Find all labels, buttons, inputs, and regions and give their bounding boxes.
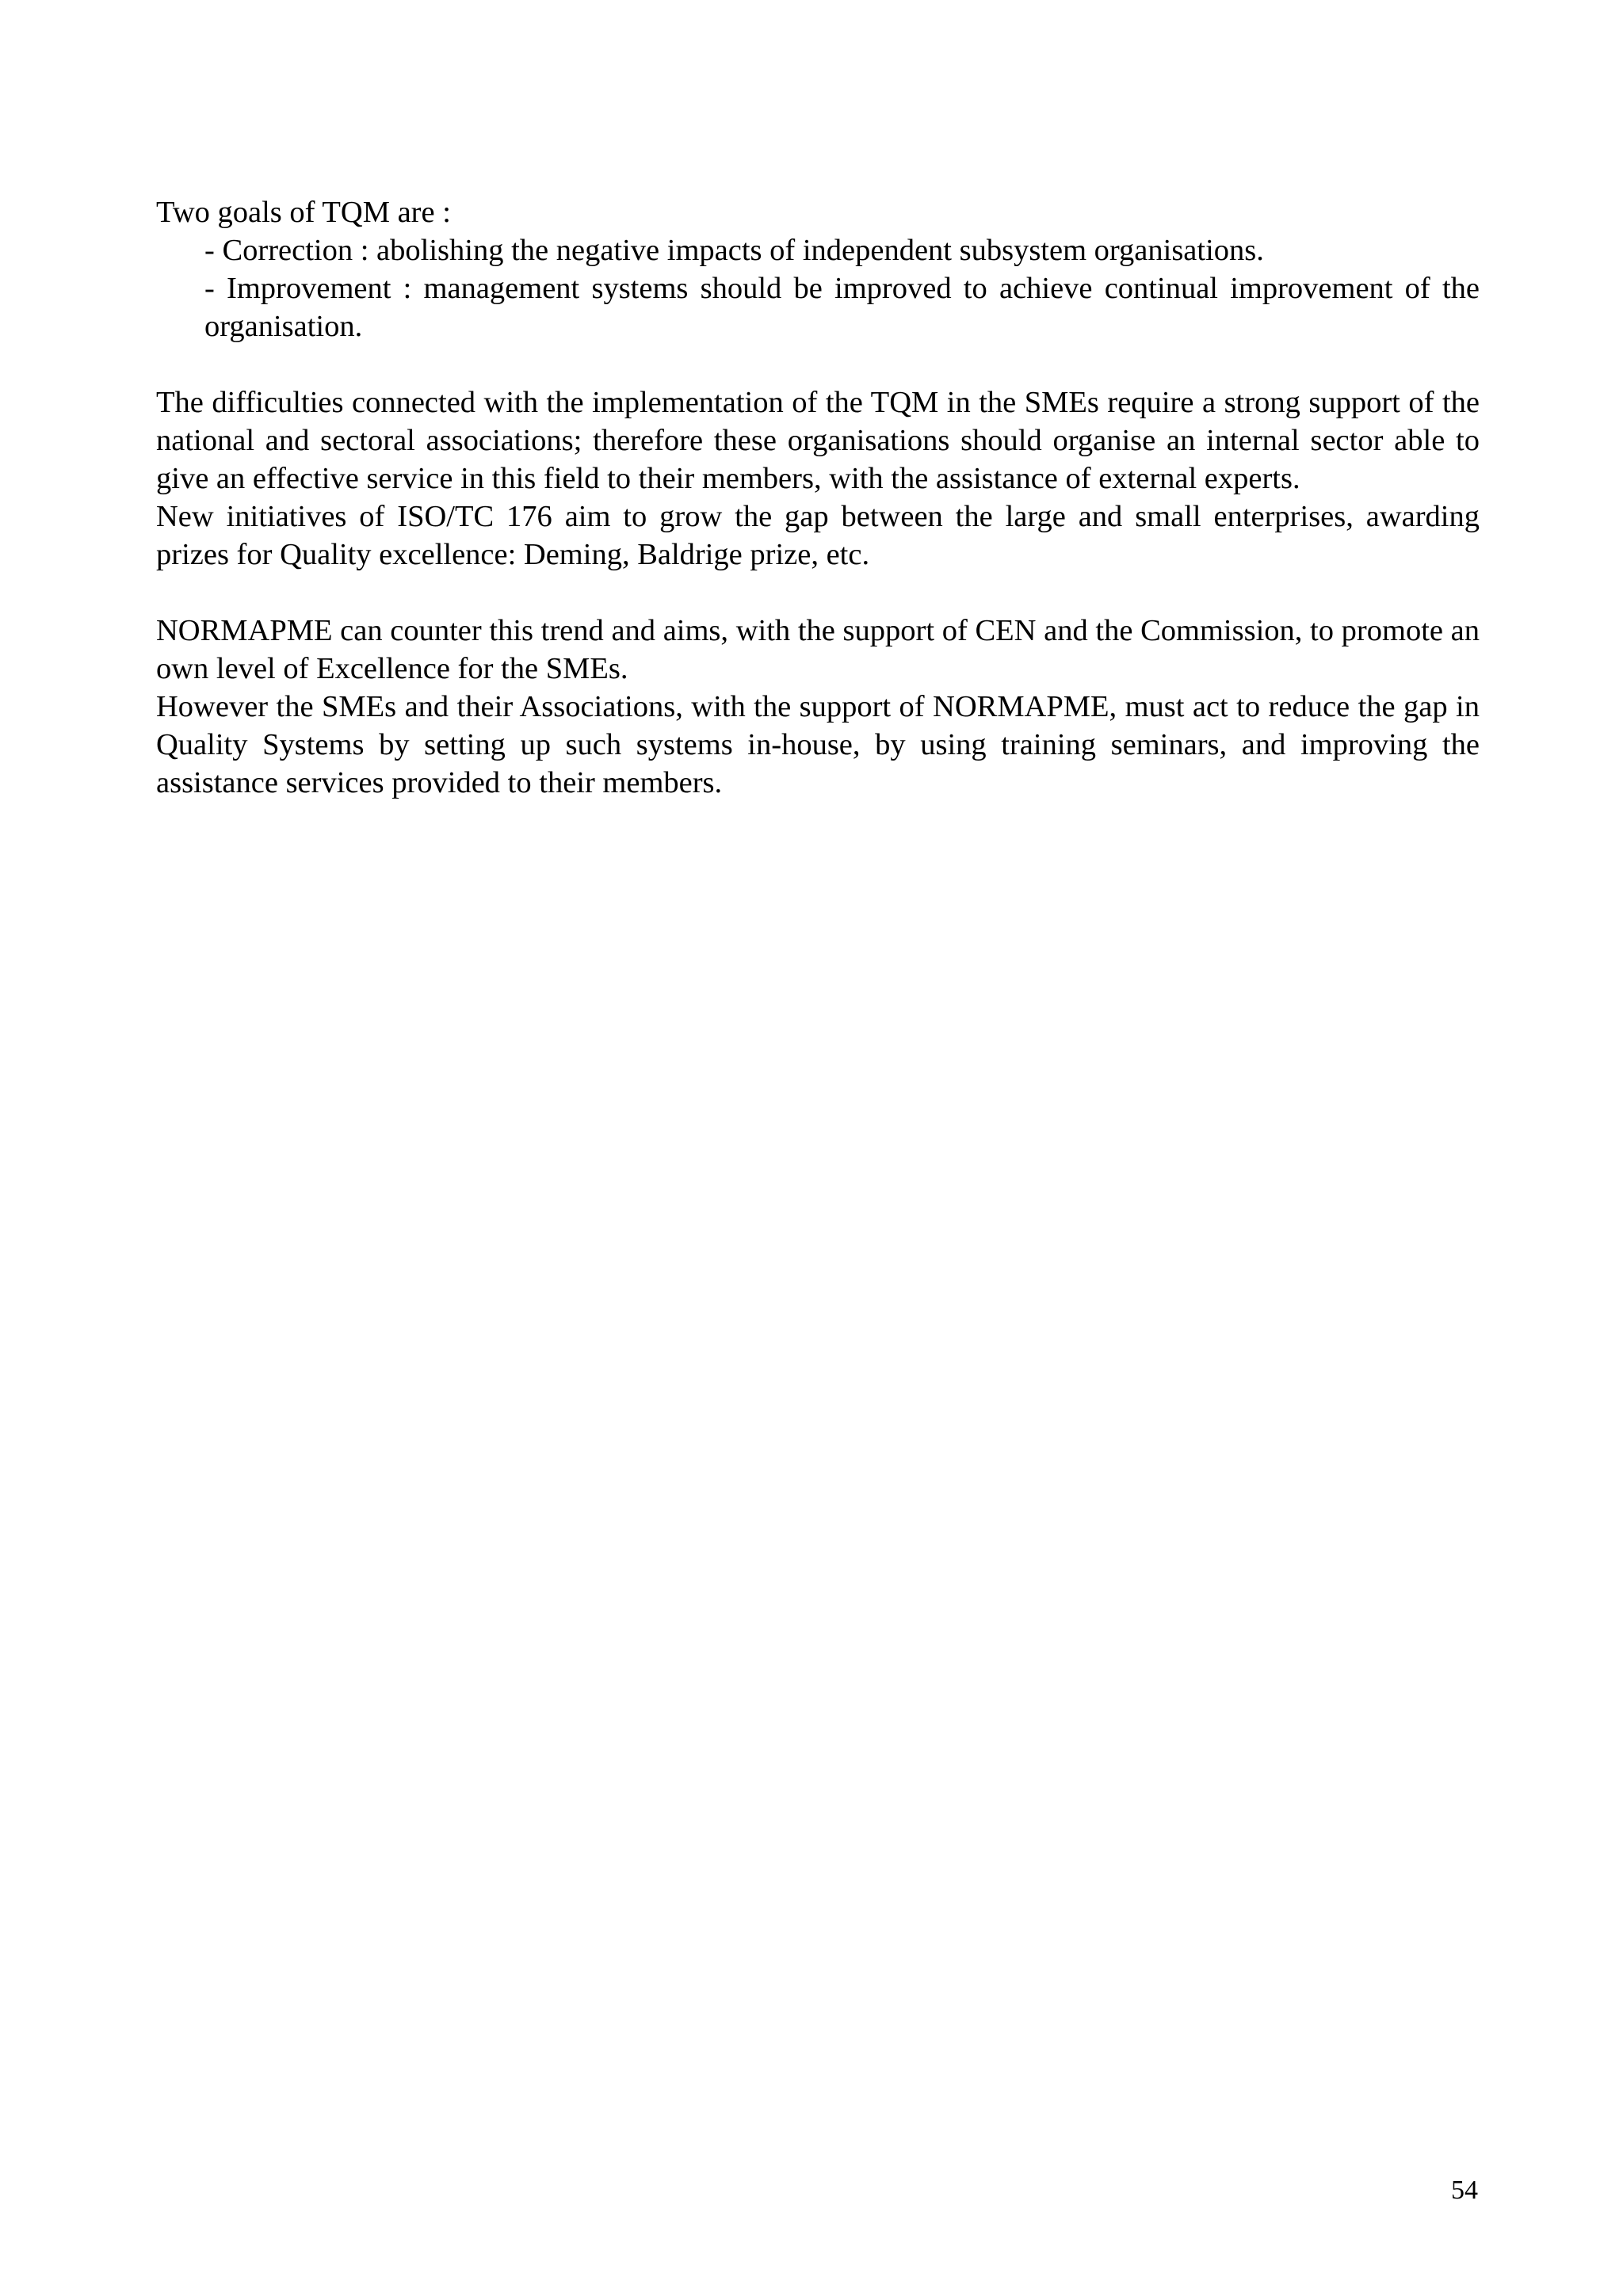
paragraph-however: However the SMEs and their Associations, with the support of NORMAPME, must act to reduce the gap in Quality Systems by setting up such systems in-house, by using training seminars, and improving the assistance services provided to their members. — [156, 690, 1480, 799]
goal-improvement: - Improvement : management systems should be improved to achieve continual improvement of the organisation. — [204, 272, 1480, 343]
paragraph-iso: New initiatives of ISO/TC 176 aim to grow the gap between the large and small enterprises, awarding prizes for Quality excellence: Deming, Baldrige prize, etc. — [156, 500, 1480, 571]
paragraph-normapme: NORMAPME can counter this trend and aims, with the support of CEN and the Commission, to promote an own level of Excellence for the SMEs. — [156, 614, 1480, 685]
paragraph-spacer — [156, 574, 1480, 612]
paragraph-spacer — [156, 345, 1480, 383]
goal-correction: - Correction : abolishing the negative impacts of independent subsystem organisations. — [204, 234, 1264, 267]
paragraph-difficulties: The difficulties connected with the implementation of the TQM in the SMEs require a strong support of the national and sectoral associations; therefore these organisations should organise an internal sector able to give an effective service in this field to their members, with the assistance of external experts. — [156, 386, 1480, 495]
goals-intro: Two goals of TQM are : — [156, 196, 451, 229]
document-body — [156, 193, 1480, 802]
page-number: 54 — [1451, 2176, 1478, 2205]
